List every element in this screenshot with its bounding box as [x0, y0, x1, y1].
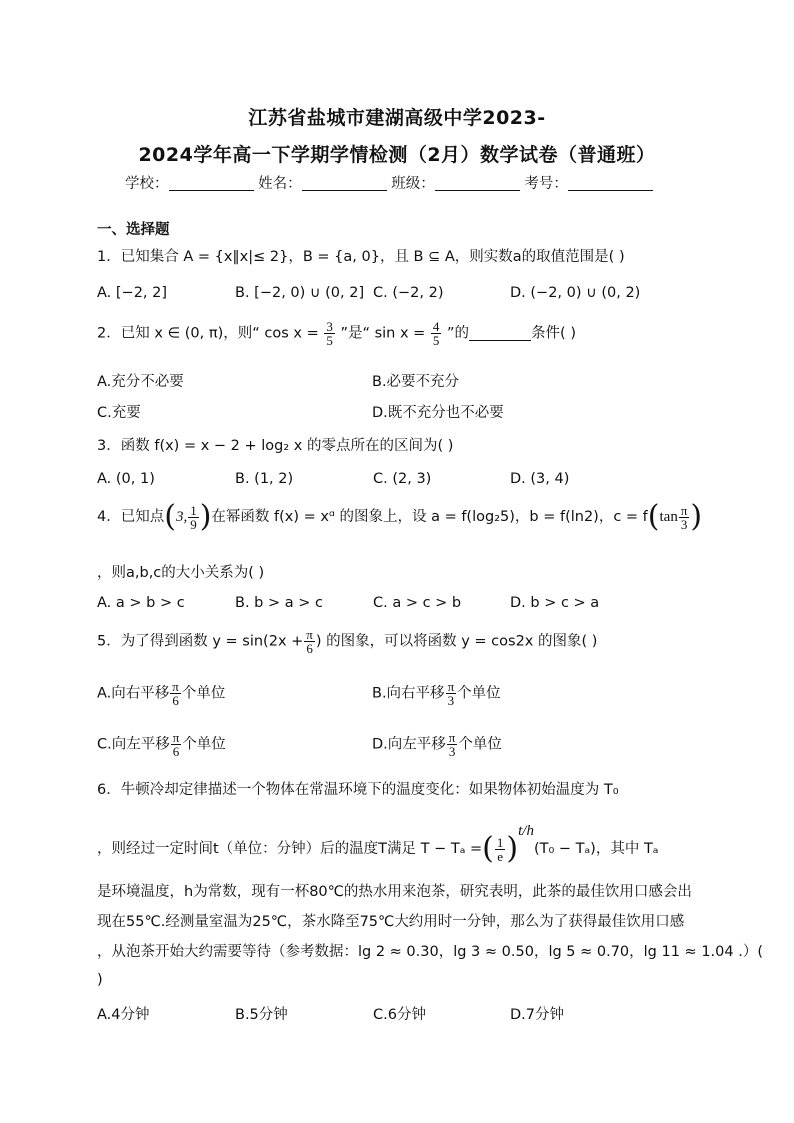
q6-left-paren: (	[482, 831, 494, 866]
q4-option-c: C. a > c > b	[373, 595, 462, 611]
q6-formula-post: (T₀ − Tₐ)，其中 Tₐ	[533, 841, 659, 857]
q6-option-d: D.7分钟	[510, 1007, 564, 1023]
question-6-line-3: 是环境温度，h为常数，现有一杯80℃的热水用来泡茶，研究表明，此茶的最佳饮用口感会出	[97, 884, 692, 900]
question-4	[97, 499, 703, 534]
question-1: 1．已知集合 A = {x‖x|≤ 2}，B = {a, 0}，且 B ⊆ A，则实数a的取值范围是( )	[97, 249, 625, 265]
q6-formula-pre: ，则经过一定时间t（单位：分钟）后的温度T满足 T − Tₐ =	[97, 841, 483, 857]
q5b-post: 个单位	[457, 685, 501, 702]
q3-option-d: D. (3, 4)	[510, 471, 570, 487]
q4-option-d: D. b > c > a	[510, 595, 600, 611]
q4-text-pre: 4．已知点	[97, 509, 165, 525]
q5b-pre: B.向右平移	[372, 685, 445, 702]
q4-tan: tan	[659, 509, 678, 525]
question-6-line-4: 现在55℃.经测量室温为25℃，茶水降至75℃大约用时一分钟，那么为了获得最佳饮用口感	[97, 914, 685, 930]
q4-tf-den: 3	[680, 516, 688, 532]
q4-right-paren: )	[199, 499, 212, 534]
q4-tan-left-paren: (	[647, 499, 660, 534]
q4-option-b: B. b > a > c	[235, 595, 323, 611]
q5d-den: 3	[448, 744, 456, 759]
q4-tan-fraction	[679, 504, 690, 531]
q5c-den: 6	[172, 744, 180, 759]
q5-option-c	[97, 731, 226, 758]
q2-frac2-num: 4	[432, 319, 440, 334]
student-info-row	[125, 172, 653, 193]
q4-tf-num: π	[680, 502, 688, 518]
q4-tan-right-paren: )	[690, 499, 703, 534]
question-6-line-1: 6．牛顿冷却定律描述一个物体在常温环境下的温度变化：如果物体初始温度为 T₀	[97, 782, 619, 798]
q4-pf-den: 9	[190, 516, 197, 532]
q4-pf-num: 1	[190, 502, 197, 518]
q5a-post: 个单位	[181, 685, 226, 702]
q1-option-b: B. [−2, 0) ∪ (0, 2]	[235, 285, 365, 301]
q5d-post: 个单位	[458, 736, 502, 753]
q1-option-a: A. [−2, 2]	[97, 285, 168, 301]
q5c-post: 个单位	[182, 736, 226, 753]
question-3: 3．函数 f(x) = x − 2 + log₂ x 的零点所在的区间为( )	[97, 438, 454, 454]
q5c-num: π	[172, 730, 180, 745]
question-6-line-5: ，从泡茶开始大约需要等待（参考数据：lg 2 ≈ 0.30，lg 3 ≈ 0.50，lg 5 ≈ 0.70，lg 11 ≈ 1.04 .）(	[97, 944, 763, 960]
q2-fraction-cos	[324, 320, 335, 347]
q6-frac-den: e	[497, 848, 504, 864]
q5-option-b	[372, 680, 501, 707]
q1-option-d: D. (−2, 0) ∪ (0, 2)	[510, 285, 641, 301]
q5-fraction	[304, 628, 315, 655]
q5c-pre: C.向左平移	[97, 736, 170, 753]
q5d-fraction	[447, 731, 458, 758]
q4-option-a: A. a > b > c	[97, 595, 185, 611]
school-label: 学校：	[125, 176, 169, 192]
q2-fraction-sin	[431, 320, 442, 347]
question-2	[97, 320, 576, 347]
q5-f-den: 6	[306, 641, 313, 656]
q5b-den: 3	[447, 693, 455, 708]
q4-point-x: 3,	[175, 509, 188, 525]
school-blank[interactable]	[169, 176, 254, 191]
q5a-num: π	[172, 679, 179, 694]
q5-text-post: ) 的图象，可以将函数 y = cos2x 的图象( )	[315, 633, 598, 650]
question-6-line-6: )	[97, 972, 103, 988]
q5a-fraction	[170, 680, 181, 707]
q2-text-mid: ”是“ sin x =	[340, 325, 426, 342]
q6-right-paren: )	[506, 831, 519, 866]
q5b-num: π	[447, 679, 455, 694]
class-label: 班级：	[391, 176, 435, 192]
q2-option-c: C.充要	[97, 405, 141, 421]
q2-frac2-den: 5	[432, 333, 440, 348]
question-5	[97, 628, 597, 655]
q2-text-end: 条件( )	[531, 325, 576, 342]
q2-option-a: A.充分不必要	[97, 374, 184, 390]
q3-option-b: B. (1, 2)	[235, 471, 294, 487]
q2-answer-blank[interactable]	[469, 326, 531, 341]
name-label: 姓名：	[258, 176, 302, 192]
q5d-num: π	[448, 730, 456, 745]
name-blank[interactable]	[302, 176, 387, 191]
q5b-fraction	[446, 680, 457, 707]
q3-option-c: C. (2, 3)	[373, 471, 432, 487]
q5-f-num: π	[306, 627, 313, 642]
question-4-cont: ，则a,b,c的大小关系为( )	[97, 565, 265, 581]
q1-option-c: C. (−2, 2)	[373, 285, 444, 301]
q5c-fraction	[171, 731, 182, 758]
q6-option-c: C.6分钟	[373, 1007, 426, 1023]
title-line-2: 2024学年高一下学期学情检测（2月）数学试卷（普通班）	[138, 144, 656, 166]
q2-frac1-num: 3	[326, 319, 333, 334]
q6-exponent: t/h	[518, 823, 534, 839]
q2-text-post: ”的	[447, 325, 470, 342]
q5a-pre: A.向右平移	[97, 685, 170, 702]
q6-fraction	[495, 836, 506, 863]
exam-number-label: 考号：	[524, 176, 568, 192]
q3-option-a: A. (0, 1)	[97, 471, 155, 487]
exam-number-blank[interactable]	[568, 176, 653, 191]
q6-option-a: A.4分钟	[97, 1007, 150, 1023]
q5-text-pre: 5．为了得到函数 y = sin(2x +	[97, 633, 304, 650]
q2-option-b: B.必要不充分	[372, 374, 460, 390]
q2-frac1-den: 5	[326, 333, 333, 348]
q4-point-fraction	[188, 504, 199, 531]
q4-left-paren: (	[164, 499, 176, 534]
q6-frac-num: 1	[496, 834, 504, 850]
question-6-line-2	[97, 823, 658, 864]
q4-text-mid: 在幂函数 f(x) = xᵅ 的图象上，设 a = f(log₂5)，b = f(ln2)，c = f	[211, 509, 648, 525]
q5-option-d	[372, 731, 502, 758]
q2-text-pre: 2．已知 x ∈ (0, π)，则“ cos x =	[97, 325, 319, 342]
title-line-1: 江苏省盐城市建湖高级中学2023-	[248, 107, 546, 129]
q5-option-a	[97, 680, 225, 707]
q5a-den: 6	[172, 693, 179, 708]
q5d-pre: D.向左平移	[372, 736, 446, 753]
q6-option-b: B.5分钟	[235, 1007, 288, 1023]
class-blank[interactable]	[435, 176, 520, 191]
q2-option-d: D.既不充分也不必要	[372, 405, 504, 421]
section-heading: 一、选择题	[97, 222, 170, 238]
